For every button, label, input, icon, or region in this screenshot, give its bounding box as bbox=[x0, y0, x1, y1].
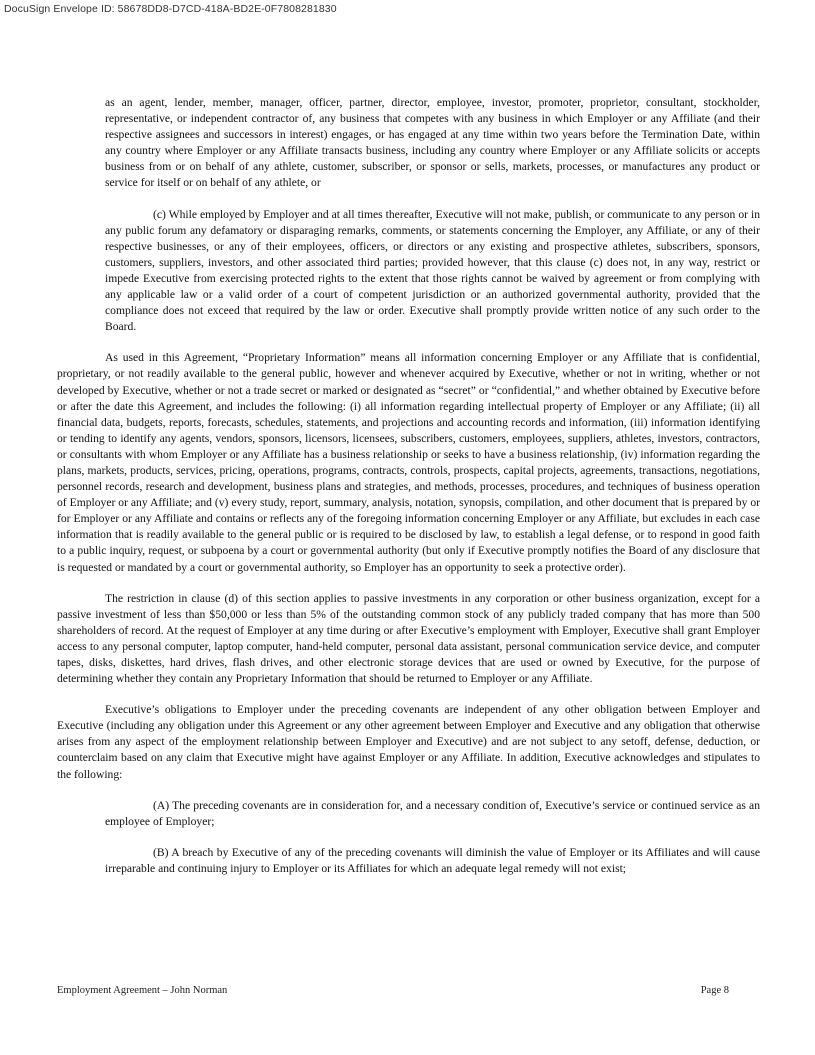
paragraph-passive-investment: The restriction in clause (d) of this section applies to passive investments in any corporation or other business organization, except for a passive investment of less than $50,000 or less than 5% of the outstanding common stock of any publicly traded company that has more than 500 shareholders of record. At the request of Employer at any time during or after Executive’s employment with Employer, Executive shall grant Employer access to any personal computer, laptop computer, hand-held computer, personal data assistant, personal communication service device, and computer tapes, disks, diskettes, hard drives, flash drives, and other electronic storage devices that are used or owned by Executive, for the purpose of determining whether they contain any Proprietary Information that should be returned to Employer or any Affiliate. bbox=[57, 591, 760, 686]
page-number: Page 8 bbox=[700, 985, 729, 996]
paragraph-c: (c) While employed by Employer and at all times thereafter, Executive will not make, publish, or communicate to any person or in any public forum any defamatory or disparaging remarks, comments, or statements concerning the Employer, any Affiliate, or any of their respective businesses, or any of their employees, officers, or directors or any existing and prospective athletes, subscribers, sponsors, customers, suppliers, investors, and other associated third parties; provided however, that this clause (c) does not, in any way, restrict or impede Executive from exercising protected rights to the extent that those rights cannot be waived by agreement or from complying with any applicable law or a valid order of a court of competent jurisdiction or an authorized governmental authority, provided that the compliance does not exceed that required by the law or order. Executive shall promptly provide written notice of any such order to the Board. bbox=[105, 207, 760, 334]
paragraph-proprietary-information: As used in this Agreement, “Proprietary Information” means all information concerning Employer or any Affiliate that is confidential, proprietary, or not readily available to the general public, however and whenever acquired by Executive, whether or not in writing, whether or not developed by Executive, whether or not a trade secret or marked or designated as “secret” or “confidential,” and whether obtained by Executive before or after the date this Agreement, and includes the following: (i) all information regarding intellectual property of Employer or any Affiliate; (ii) all financial data, budgets, reports, forecasts, schedules, statements, and projections and accounting records and information, (iii) information identifying or tending to identify any agents, vendors, sponsors, licensors, licensees, subscribers, customers, employees, suppliers, athletes, investors, contractors, or consultants with whom Employer or any Affiliate has a business relationship or seeks to have a business relationship, (iv) information regarding the plans, markets, products, services, pricing, operations, programs, contracts, controls, prospects, capital projects, agreements, transactions, negotiations, personnel records, research and development, business plans and strategies, and methods, processes, procedures, and techniques of business operation of Employer or any Affiliate; and (v) every study, report, summary, analysis, notation, synopsis, compilation, and other document that is prepared by or for Employer or any Affiliate and contains or reflects any of the foregoing information concerning Employer or any Affiliate, but excludes in each case information that is readily available to the general public or is required to be disclosed by law, to establish a legal defense, or to respond in good faith to a public inquiry, request, or subpoena by a court or governmental authority (but only if Executive promptly notifies the Board of any disclosure that is requested or mandated by a court or governmental authority, so Employer has an opportunity to seek a protective order). bbox=[57, 351, 760, 574]
paragraph-a: (A) The preceding covenants are in consideration for, and a necessary condition of, Executive’s service or continued service as an employee of Employer; bbox=[105, 798, 760, 828]
envelope-id: DocuSign Envelope ID: 58678DD8-D7CD-418A-BD2E-0F7808281830 bbox=[4, 3, 337, 15]
document-body bbox=[57, 95, 760, 877]
footer-document-title: Employment Agreement – John Norman bbox=[57, 985, 228, 996]
paragraph-continuation: as an agent, lender, member, manager, officer, partner, director, employee, investor, promoter, proprietor, consultant, stockholder, representative, or independent contractor of, any business that competes with any business in which Employer or any Affiliate (and their respective assignees and successors in interest) engages, or has engaged at any time within two years before the Termination Date, within any country where Employer or any Affiliate transacts business, including any country where Employer or any Affiliate solicits or accepts business from or on behalf of any athlete, customer, subscriber, or sponsor or sells, markets, processes, or manufactures any product or service for itself or on behalf of any athlete, or bbox=[105, 96, 760, 190]
paragraph-obligations: Executive’s obligations to Employer under the preceding covenants are independent of any other obligation between Employer and Executive (including any obligation under this Agreement or any other agreement between Employer and Executive and any obligation that otherwise arises from any aspect of the employment relationship between Employer and Executive) and are not subject to any setoff, defense, deduction, or counterclaim based on any claim that Executive might have against Employer or any Affiliate. In addition, Executive acknowledges and stipulates to the following: bbox=[57, 703, 760, 781]
paragraph-b: (B) A breach by Executive of any of the preceding covenants will diminish the value of Employer or its Affiliates and will cause irreparable and continuing injury to Employer or its Affiliates for which an adequate legal remedy will not exist; bbox=[105, 845, 760, 875]
